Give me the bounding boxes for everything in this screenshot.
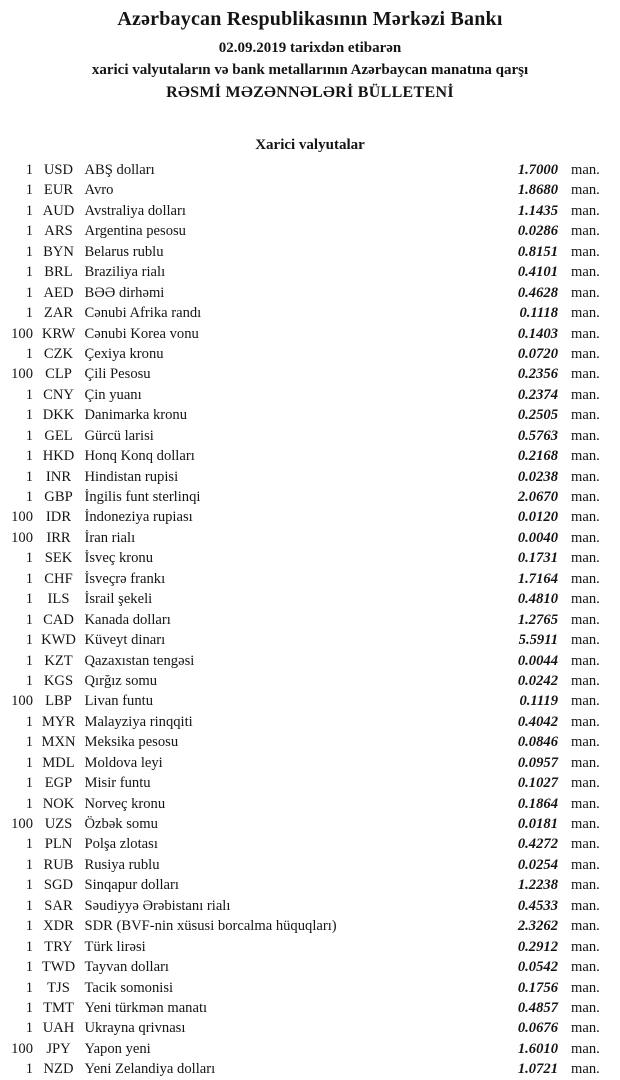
currency-name-cell: Avro — [84, 182, 114, 199]
rate-cell: 2.0670 — [517, 489, 558, 505]
currency-code-cell: CHF — [44, 570, 73, 587]
unit-cell: man. — [571, 836, 600, 853]
currency-code-cell: SAR — [44, 897, 73, 914]
currency-name-cell: Yeni Zelandiya dolları — [84, 1061, 216, 1078]
unit-cell: man. — [571, 1020, 600, 1037]
quantity-cell: 1 — [25, 959, 33, 976]
table-row — [0, 671, 620, 691]
table-row — [0, 651, 620, 671]
quantity-cell: 1 — [25, 182, 33, 199]
currency-code-cell: SGD — [43, 877, 74, 894]
rate-cell: 1.2765 — [517, 611, 558, 628]
quantity-cell: 1 — [25, 1020, 33, 1037]
rate-cell: 0.1403 — [517, 325, 558, 342]
currency-code-cell: NZD — [43, 1061, 74, 1078]
table-row — [0, 446, 620, 466]
currency-code-cell: IDR — [45, 509, 72, 526]
table-row — [0, 834, 620, 854]
currency-name-cell: Sinqapur dolları — [84, 877, 179, 894]
quantity-cell: 1 — [25, 713, 33, 730]
quantity-cell: 1 — [25, 795, 33, 812]
currency-name-cell: Yapon yeni — [84, 1040, 151, 1057]
currency-code-cell: LBP — [45, 693, 72, 710]
rate-cell: 0.2505 — [517, 407, 558, 424]
unit-cell: man. — [571, 223, 600, 240]
currency-name-cell: Meksika pesosu — [84, 734, 179, 751]
currency-name-cell: Rusiya rublu — [84, 856, 160, 873]
table-row — [0, 221, 620, 241]
quantity-cell: 1 — [25, 386, 33, 403]
rate-cell: 0.0254 — [517, 856, 558, 873]
currency-code-cell: KZT — [44, 652, 73, 669]
currency-name-cell: İran rialı — [84, 529, 136, 546]
currency-name-cell: Norveç kronu — [84, 795, 166, 812]
currency-code-cell: MYR — [41, 713, 76, 730]
quantity-cell: 1 — [25, 427, 33, 444]
currency-name-cell: Küveyt dinarı — [84, 632, 166, 649]
currency-name-cell: Gürcü larisi — [84, 427, 154, 444]
rate-cell: 1.0721 — [517, 1061, 558, 1078]
table-row — [0, 487, 620, 507]
currency-name-cell: SDR (BVF-nin xüsusi borcalma hüquqları) — [84, 918, 337, 935]
currency-name-cell: Belarus rublu — [84, 243, 164, 260]
rate-cell: 0.2374 — [517, 386, 558, 403]
table-row — [0, 998, 620, 1018]
currency-name-cell: Argentina pesosu — [84, 223, 186, 240]
currency-name-cell: Braziliya rialı — [84, 264, 166, 281]
currency-name-cell: Qırğız somu — [84, 672, 158, 689]
rate-cell: 0.0044 — [517, 652, 558, 669]
currency-code-cell: DKK — [42, 407, 75, 424]
currency-name-cell: ABŞ dolları — [84, 162, 155, 178]
unit-cell: man. — [571, 959, 600, 976]
table-row — [0, 1059, 620, 1079]
rate-cell: 0.4272 — [517, 836, 558, 853]
quantity-cell: 1 — [25, 611, 33, 628]
table-row — [0, 630, 620, 650]
rate-cell: 0.0957 — [517, 754, 558, 771]
unit-cell: man. — [571, 366, 600, 383]
table-row — [0, 385, 620, 405]
currency-code-cell: KWD — [41, 632, 76, 649]
quantity-cell: 1 — [25, 775, 33, 792]
rate-cell: 0.1731 — [517, 550, 558, 567]
currency-code-cell: KRW — [41, 325, 76, 342]
currency-code-cell: TJS — [47, 979, 70, 996]
quantity-cell: 1 — [25, 284, 33, 301]
unit-cell: man. — [571, 713, 600, 730]
table-row — [0, 773, 620, 793]
table-row — [0, 201, 620, 221]
rate-cell: 0.4042 — [517, 713, 558, 730]
table-row — [0, 937, 620, 957]
currency-name-cell: Səudiyyə Ərəbistanı rialı — [84, 897, 231, 914]
rate-cell: 2.3262 — [517, 918, 558, 935]
currency-name-cell: Polşa zlotası — [84, 836, 158, 853]
table-row — [0, 467, 620, 487]
unit-cell: man. — [571, 264, 600, 281]
quantity-cell: 1 — [25, 591, 33, 608]
quantity-cell: 1 — [25, 162, 33, 178]
currency-name-cell: Özbək somu — [84, 816, 158, 832]
currency-code-cell: JPY — [46, 1040, 71, 1057]
unit-cell: man. — [571, 386, 600, 403]
table-row — [0, 1018, 620, 1038]
table-row — [0, 753, 620, 773]
bulletin-header — [0, 6, 620, 103]
unit-cell: man. — [571, 162, 600, 178]
quantity-cell: 1 — [25, 754, 33, 771]
rate-cell: 0.0676 — [517, 1020, 558, 1037]
currency-name-cell: İngilis funt sterlinqi — [84, 489, 201, 505]
quantity-cell: 1 — [25, 489, 33, 505]
currency-code-cell: TMT — [43, 999, 74, 1016]
table-row — [0, 712, 620, 732]
table-row — [0, 794, 620, 814]
unit-cell: man. — [571, 693, 600, 710]
rate-cell: 0.1027 — [517, 775, 558, 792]
table-row — [0, 283, 620, 303]
currency-name-cell: İndoneziya rupiası — [84, 509, 193, 526]
quantity-cell: 1 — [25, 877, 33, 894]
quantity-cell: 1 — [25, 918, 33, 935]
rate-cell: 0.4857 — [517, 999, 558, 1016]
quantity-cell: 1 — [25, 345, 33, 362]
rate-cell: 1.8680 — [517, 182, 558, 199]
quantity-cell: 100 — [11, 366, 33, 383]
currency-code-cell: ZAR — [43, 305, 74, 322]
currency-name-cell: Livan funtu — [84, 693, 153, 710]
rate-cell: 0.2912 — [517, 938, 558, 955]
quantity-cell: 1 — [25, 264, 33, 281]
currency-name-cell: Honq Konq dolları — [84, 448, 195, 465]
table-row — [0, 344, 620, 364]
rate-cell: 0.0846 — [517, 734, 558, 751]
table-row — [0, 364, 620, 384]
quantity-cell: 1 — [25, 448, 33, 465]
unit-cell: man. — [571, 979, 600, 996]
currency-name-cell: Cənubi Korea vonu — [84, 325, 199, 342]
currency-code-cell: AUD — [42, 202, 75, 219]
table-row — [0, 180, 620, 200]
currency-code-cell: NOK — [42, 795, 75, 812]
subject-line: xarici valyutaların və bank metallarının Azərbaycan manatına qarşı — [91, 62, 529, 78]
quantity-cell: 1 — [25, 652, 33, 669]
unit-cell: man. — [571, 611, 600, 628]
currency-name-cell: Qazaxıstan tengəsi — [84, 652, 195, 669]
currency-code-cell: ILS — [47, 591, 70, 608]
table-row — [0, 324, 620, 344]
quantity-cell: 1 — [25, 897, 33, 914]
currency-code-cell: GEL — [44, 427, 73, 444]
quantity-cell: 1 — [25, 468, 33, 485]
currency-name-cell: Hindistan rupisi — [84, 468, 179, 485]
unit-cell: man. — [571, 632, 600, 649]
currency-code-cell: PLN — [44, 836, 73, 853]
table-row — [0, 303, 620, 323]
bulletin-title: RƏSMİ MƏZƏNNƏLƏRİ BÜLLETENİ — [166, 84, 454, 101]
unit-cell: man. — [571, 202, 600, 219]
unit-cell: man. — [571, 918, 600, 935]
quantity-cell: 1 — [25, 1061, 33, 1078]
table-row — [0, 957, 620, 977]
table-row — [0, 978, 620, 998]
table-row — [0, 548, 620, 568]
rate-cell: 0.0542 — [517, 959, 558, 976]
currency-name-cell: Avstraliya dolları — [84, 202, 186, 219]
quantity-cell: 100 — [11, 693, 33, 710]
currency-name-cell: Ukrayna qrivnası — [84, 1020, 186, 1037]
currency-code-cell: UAH — [42, 1020, 75, 1037]
bank-name-title: Azərbaycan Respublikasının Mərkəzi Bankı — [117, 8, 503, 30]
rate-cell: 0.0238 — [517, 468, 558, 485]
unit-cell: man. — [571, 448, 600, 465]
currency-code-cell: XDR — [43, 918, 74, 935]
rate-cell: 1.1435 — [517, 202, 558, 219]
currency-code-cell: EUR — [43, 182, 74, 199]
rate-cell: 0.1864 — [517, 795, 558, 812]
quantity-cell: 1 — [25, 734, 33, 751]
currency-name-cell: Danimarka kronu — [84, 407, 188, 424]
unit-cell: man. — [571, 550, 600, 567]
table-row — [0, 589, 620, 609]
currency-code-cell: UZS — [44, 816, 73, 832]
currency-code-cell: ARS — [44, 223, 73, 240]
currency-name-cell: BƏƏ dirhəmi — [84, 284, 165, 301]
currency-code-cell: HKD — [42, 448, 75, 465]
currency-code-cell: MDL — [42, 754, 75, 771]
quantity-cell: 1 — [25, 938, 33, 955]
currency-name-cell: Misir funtu — [84, 775, 151, 792]
currency-name-cell: Yeni türkmən manatı — [84, 999, 208, 1016]
quantity-cell: 100 — [11, 1040, 33, 1057]
unit-cell: man. — [571, 897, 600, 914]
rate-cell: 0.8151 — [517, 243, 558, 260]
table-row — [0, 691, 620, 711]
unit-cell: man. — [571, 856, 600, 873]
currency-code-cell: CLP — [45, 366, 72, 383]
currency-code-cell: MXN — [41, 734, 76, 751]
quantity-cell: 1 — [25, 672, 33, 689]
quantity-cell: 1 — [25, 999, 33, 1016]
unit-cell: man. — [571, 1061, 600, 1078]
currency-rates-table — [0, 160, 620, 1080]
currency-code-cell: GBP — [44, 489, 73, 505]
quantity-cell: 1 — [25, 223, 33, 240]
unit-cell: man. — [571, 468, 600, 485]
unit-cell: man. — [571, 305, 600, 322]
rate-cell: 0.2356 — [517, 366, 558, 383]
table-row — [0, 528, 620, 548]
currency-code-cell: AED — [43, 284, 74, 301]
effective-date-line: 02.09.2019 tarixdən etibarən — [218, 40, 402, 56]
rate-cell: 0.0181 — [517, 816, 558, 832]
unit-cell: man. — [571, 489, 600, 505]
table-row — [0, 242, 620, 262]
quantity-cell: 1 — [25, 550, 33, 567]
rate-cell: 0.0040 — [517, 529, 558, 546]
table-row — [0, 610, 620, 630]
unit-cell: man. — [571, 754, 600, 771]
rate-cell: 0.1756 — [517, 979, 558, 996]
currency-code-cell: USD — [43, 162, 74, 178]
table-row — [0, 855, 620, 875]
currency-name-cell: Çili Pesosu — [84, 366, 151, 383]
unit-cell: man. — [571, 570, 600, 587]
unit-cell: man. — [571, 734, 600, 751]
unit-cell: man. — [571, 427, 600, 444]
rate-cell: 0.0286 — [517, 223, 558, 240]
currency-name-cell: İsveçrə frankı — [84, 570, 166, 587]
unit-cell: man. — [571, 652, 600, 669]
table-row — [0, 426, 620, 446]
rate-cell: 0.0720 — [517, 345, 558, 362]
unit-cell: man. — [571, 182, 600, 199]
rate-cell: 0.4533 — [517, 897, 558, 914]
currency-code-cell: TWD — [41, 959, 76, 976]
unit-cell: man. — [571, 325, 600, 342]
currency-name-cell: Tayvan dolları — [84, 959, 169, 976]
currency-code-cell: INR — [45, 468, 72, 485]
currency-code-cell: IRR — [46, 529, 71, 546]
currency-name-cell: İsrail şekeli — [84, 591, 153, 608]
currency-name-cell: İsveç kronu — [84, 550, 153, 567]
currency-name-cell: Çin yuanı — [84, 386, 142, 403]
quantity-cell: 1 — [25, 570, 33, 587]
quantity-cell: 100 — [11, 529, 33, 546]
unit-cell: man. — [571, 529, 600, 546]
table-row — [0, 1039, 620, 1059]
unit-cell: man. — [571, 999, 600, 1016]
unit-cell: man. — [571, 795, 600, 812]
table-row — [0, 896, 620, 916]
currency-code-cell: CZK — [43, 345, 74, 362]
unit-cell: man. — [571, 243, 600, 260]
rate-cell: 0.0242 — [517, 672, 558, 689]
rate-cell: 0.0120 — [517, 509, 558, 526]
quantity-cell: 100 — [11, 509, 33, 526]
quantity-cell: 1 — [25, 979, 33, 996]
table-row — [0, 569, 620, 589]
currency-code-cell: TRY — [44, 938, 73, 955]
rate-cell: 5.5911 — [518, 632, 558, 649]
rate-cell: 0.1119 — [519, 693, 558, 710]
quantity-cell: 1 — [25, 836, 33, 853]
unit-cell: man. — [571, 775, 600, 792]
unit-cell: man. — [571, 1040, 600, 1057]
unit-cell: man. — [571, 345, 600, 362]
quantity-cell: 1 — [25, 856, 33, 873]
quantity-cell: 100 — [11, 816, 33, 832]
rate-cell: 0.2168 — [517, 448, 558, 465]
unit-cell: man. — [571, 816, 600, 832]
currency-code-cell: BRL — [44, 264, 73, 281]
quantity-cell: 100 — [11, 325, 33, 342]
table-row — [0, 732, 620, 752]
table-row — [0, 507, 620, 527]
unit-cell: man. — [571, 284, 600, 301]
currency-code-cell: KGS — [43, 672, 74, 689]
currency-code-cell: CNY — [43, 386, 74, 403]
currency-code-cell: CAD — [43, 611, 74, 628]
currency-code-cell: SEK — [44, 550, 73, 567]
quantity-cell: 1 — [25, 632, 33, 649]
rate-cell: 0.4628 — [517, 284, 558, 301]
unit-cell: man. — [571, 877, 600, 894]
table-row — [0, 262, 620, 282]
rate-cell: 0.1118 — [519, 305, 558, 322]
quantity-cell: 1 — [25, 202, 33, 219]
rate-cell: 1.6010 — [517, 1040, 558, 1057]
rate-cell: 0.4810 — [517, 591, 558, 608]
unit-cell: man. — [571, 938, 600, 955]
currency-table-body — [0, 160, 620, 1080]
rate-cell: 1.7164 — [517, 570, 558, 587]
table-row — [0, 405, 620, 425]
table-row — [0, 875, 620, 895]
currency-name-cell: Cənubi Afrika randı — [84, 305, 202, 322]
currency-name-cell: Türk lirəsi — [84, 938, 146, 955]
rate-cell: 1.7000 — [517, 162, 558, 178]
unit-cell: man. — [571, 591, 600, 608]
currency-code-cell: RUB — [43, 856, 74, 873]
quantity-cell: 1 — [25, 305, 33, 322]
currency-name-cell: Tacik somonisi — [84, 979, 174, 996]
currency-name-cell: Çexiya kronu — [84, 345, 164, 362]
table-row — [0, 916, 620, 936]
rate-cell: 1.2238 — [517, 877, 558, 894]
rate-cell: 0.5763 — [517, 427, 558, 444]
currency-code-cell: BYN — [43, 243, 74, 260]
unit-cell: man. — [571, 672, 600, 689]
rate-cell: 0.4101 — [517, 264, 558, 281]
unit-cell: man. — [571, 407, 600, 424]
unit-cell: man. — [571, 509, 600, 526]
currency-name-cell: Kanada dolları — [84, 611, 171, 628]
currency-name-cell: Moldova leyi — [84, 754, 163, 771]
section-title-foreign-currencies: Xarici valyutalar — [255, 137, 365, 153]
currency-code-cell: EGP — [44, 775, 73, 792]
quantity-cell: 1 — [25, 243, 33, 260]
quantity-cell: 1 — [25, 407, 33, 424]
currency-name-cell: Malayziya rinqqiti — [84, 713, 193, 730]
table-row — [0, 160, 620, 180]
table-row — [0, 814, 620, 834]
